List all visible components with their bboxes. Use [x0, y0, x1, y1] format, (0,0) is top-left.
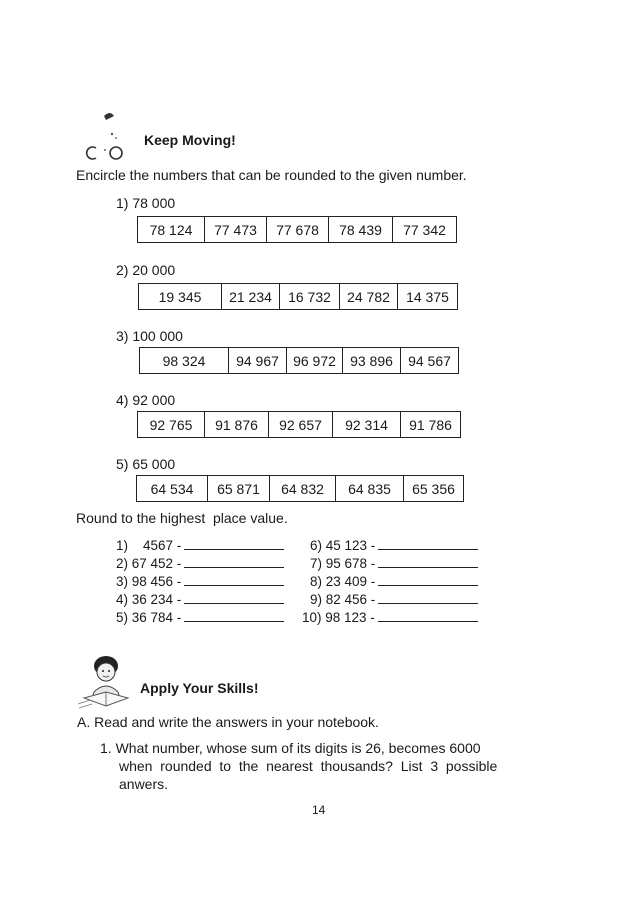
problem-5-label: 5) 65 000 — [116, 456, 176, 472]
answer-blank[interactable] — [378, 573, 478, 586]
answer-blank[interactable] — [184, 573, 284, 586]
number-cell: 19 345 — [158, 288, 202, 305]
number-cell: 65 871 — [207, 476, 269, 501]
answer-blank[interactable] — [378, 609, 478, 622]
round-item-3: 3) 98 456 - — [116, 573, 284, 589]
number-cell: 78 439 — [328, 217, 392, 242]
answer-blank[interactable] — [378, 591, 478, 604]
question-1-line-2: when rounded to the nearest thousands? List 3 possible — [119, 758, 498, 774]
problem-3-label: 3) 100 000 — [116, 328, 183, 344]
problem-4-label: 4) 92 000 — [116, 392, 176, 408]
problem-3-number-row — [139, 347, 459, 374]
answer-blank[interactable] — [184, 591, 284, 604]
keep-moving-icon — [82, 108, 132, 160]
question-1-line-3: anwers. — [119, 776, 169, 792]
problem-1-number-row — [137, 216, 457, 243]
number-cell: 92 314 — [332, 412, 400, 437]
keep-moving-instruction: Encircle the numbers that can be rounded to the given number. — [76, 167, 467, 183]
round-item-10: 10) 98 123 - — [302, 609, 478, 625]
number-cell: 64 832 — [269, 476, 335, 501]
number-cell: 65 356 — [403, 476, 463, 501]
apply-skills-instruction: A. Read and write the answers in your notebook. — [77, 714, 379, 730]
problem-1-target: 78 000 — [132, 195, 176, 211]
round-item-2: 2) 67 452 - — [116, 555, 284, 571]
problem-2-number-row — [138, 283, 458, 310]
problem-2-target: 20 000 — [132, 262, 176, 278]
number-cell: 21 234 — [221, 284, 279, 309]
apply-skills-title: Apply Your Skills! — [140, 680, 259, 696]
number-cell: 98 324 — [162, 352, 206, 369]
problem-3-target: 100 000 — [132, 328, 183, 344]
problem-5-target: 65 000 — [132, 456, 176, 472]
number-cell: 77 342 — [392, 217, 456, 242]
number-cell: 93 896 — [342, 348, 400, 373]
answer-blank[interactable] — [184, 555, 284, 568]
problem-4-target: 92 000 — [132, 392, 176, 408]
number-cell: 64 835 — [335, 476, 403, 501]
problem-1-label: 1) 78 000 — [116, 195, 176, 211]
round-item-8: 8) 23 409 - — [310, 573, 478, 589]
page-number: 14 — [312, 803, 326, 817]
round-item-7: 7) 95 678 - — [310, 555, 478, 571]
number-cell: 96 972 — [286, 348, 342, 373]
number-cell: 77 473 — [204, 217, 266, 242]
number-cell: 91 876 — [204, 412, 268, 437]
number-cell: 91 786 — [400, 412, 460, 437]
number-cell: 92 657 — [268, 412, 332, 437]
round-item-5: 5) 36 784 - — [116, 609, 284, 625]
number-cell: 92 765 — [149, 416, 193, 433]
number-cell: 16 732 — [279, 284, 339, 309]
round-instruction: Round to the highest place value. — [76, 510, 288, 526]
problem-4-number-row — [137, 411, 461, 438]
number-cell: 64 534 — [150, 480, 194, 497]
number-cell: 78 124 — [149, 221, 193, 238]
number-cell: 94 567 — [400, 348, 458, 373]
question-1-line-1: 1. What number, whose sum of its digits is 26, becomes 6000 — [100, 740, 481, 756]
keep-moving-title: Keep Moving! — [144, 132, 236, 148]
round-item-6: 6) 45 123 - — [310, 537, 478, 553]
number-cell: 14 375 — [397, 284, 457, 309]
problem-2-label: 2) 20 000 — [116, 262, 176, 278]
problem-5-number-row — [136, 475, 464, 502]
reading-child-icon — [76, 652, 136, 712]
round-item-4: 4) 36 234 - — [116, 591, 284, 607]
answer-blank[interactable] — [378, 537, 478, 550]
answer-blank[interactable] — [184, 537, 284, 550]
number-cell: 94 967 — [228, 348, 286, 373]
answer-blank[interactable] — [184, 609, 284, 622]
answer-blank[interactable] — [378, 555, 478, 568]
round-item-9: 9) 82 456 - — [310, 591, 478, 607]
number-cell: 77 678 — [266, 217, 328, 242]
round-item-1: 1) 4567 - — [116, 537, 284, 553]
number-cell: 24 782 — [339, 284, 397, 309]
